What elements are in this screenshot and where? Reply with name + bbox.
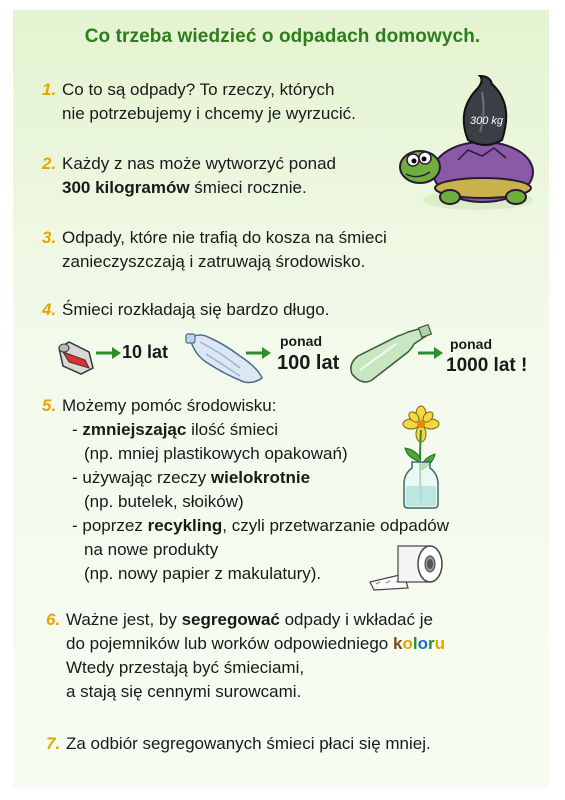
item-2-line-2 — [62, 178, 307, 198]
item-2-rest: śmieci rocznie. — [189, 178, 307, 197]
item-6-line-3: Wtedy przestają być śmieciami, — [66, 658, 305, 677]
kolor-letter: u — [434, 634, 445, 653]
item-6-line-1-pre: Ważne jest, by — [66, 610, 182, 629]
item-3-line-2: zanieczyszczają i zatruwają środowisko. — [62, 252, 366, 271]
toilet-paper-icon — [368, 540, 444, 592]
item-4-number: 4. — [42, 300, 57, 319]
tip-3 — [72, 516, 449, 536]
kolor-word — [393, 634, 445, 653]
tip-2-sub: (np. butelek, słoików) — [84, 492, 244, 511]
item-3-number: 3. — [42, 228, 57, 247]
item-2-number: 2. — [42, 154, 57, 173]
kolor-letter: k — [392, 634, 403, 653]
crushed-can-icon — [55, 338, 97, 376]
arrow-right-icon — [96, 346, 122, 360]
decomp-time-2: 100 lat — [277, 352, 340, 374]
tip-1-sub: (np. mniej plastikowych opakowań) — [84, 444, 348, 463]
tip-1-bold: zmniejszając — [82, 420, 187, 439]
tip-1 — [72, 420, 278, 440]
arrow-right-icon — [246, 346, 272, 360]
tip-1-post: ilość śmieci — [186, 420, 278, 439]
item-5-number: 5. — [42, 396, 57, 415]
page-title: Co trzeba wiedzieć o odpadach domowych. — [84, 26, 481, 47]
decomp-pre-3: ponad — [450, 336, 492, 352]
decomp-time-3: 1000 lat ! — [446, 355, 528, 376]
item-6-number: 6. — [46, 610, 61, 629]
tip-3-post: , czyli przetwarzanie odpadów — [222, 516, 450, 535]
item-6-line-2 — [66, 634, 445, 654]
item-6-bold: segregować — [181, 610, 280, 629]
tip-2-bold: wielokrotnie — [210, 468, 311, 487]
item-4-line: Śmieci rozkładają się bardzo długo. — [62, 300, 330, 319]
item-6-line-1-post: odpady i wkładać je — [279, 610, 433, 629]
item-6-line-1 — [66, 610, 433, 630]
tip-2 — [72, 468, 310, 488]
item-6-line-2-pre: do pojemników lub worków odpowiedniego — [66, 634, 393, 653]
item-2-bold: 300 kilogramów — [62, 178, 190, 197]
kolor-letter: o — [417, 634, 428, 653]
turtle-with-bag-icon — [398, 72, 548, 222]
kolor-letter: o — [402, 634, 413, 653]
item-7-line: Za odbiór segregowanych śmieci płaci się mniej. — [66, 734, 431, 753]
tip-3-bold: recykling — [147, 516, 223, 535]
item-1-line-1: Co to są odpady? To rzeczy, których — [62, 80, 335, 99]
tip-2-pre: - używając rzeczy — [72, 468, 211, 487]
item-2-line-1: Każdy z nas może wytworzyć ponad — [62, 154, 337, 173]
item-1-line-2: nie potrzebujemy i chcemy je wyrzucić. — [62, 104, 356, 123]
bag-label: 300 kg — [470, 115, 504, 127]
tip-3-sub: (np. nowy papier z makulatury). — [84, 564, 322, 583]
item-5-line: Możemy pomóc środowisku: — [62, 396, 277, 415]
item-7-number: 7. — [46, 734, 61, 753]
item-3-line-1: Odpady, które nie trafią do kosza na śmieci — [62, 228, 387, 247]
tip-1-pre: - — [72, 420, 83, 439]
tip-3-pre: - poprzez — [72, 516, 148, 535]
item-6-line-4: a stają się cennymi surowcami. — [66, 682, 302, 701]
item-1-number: 1. — [42, 80, 57, 99]
kolor-letter: l — [412, 634, 418, 653]
kolor-letter: r — [427, 634, 435, 653]
flower-vase-icon — [396, 406, 446, 510]
decomp-time-1: 10 lat — [122, 342, 169, 362]
tip-3-sub2: na nowe produkty — [84, 540, 219, 559]
arrow-right-icon — [418, 346, 444, 360]
decomp-pre-2: ponad — [280, 333, 322, 349]
